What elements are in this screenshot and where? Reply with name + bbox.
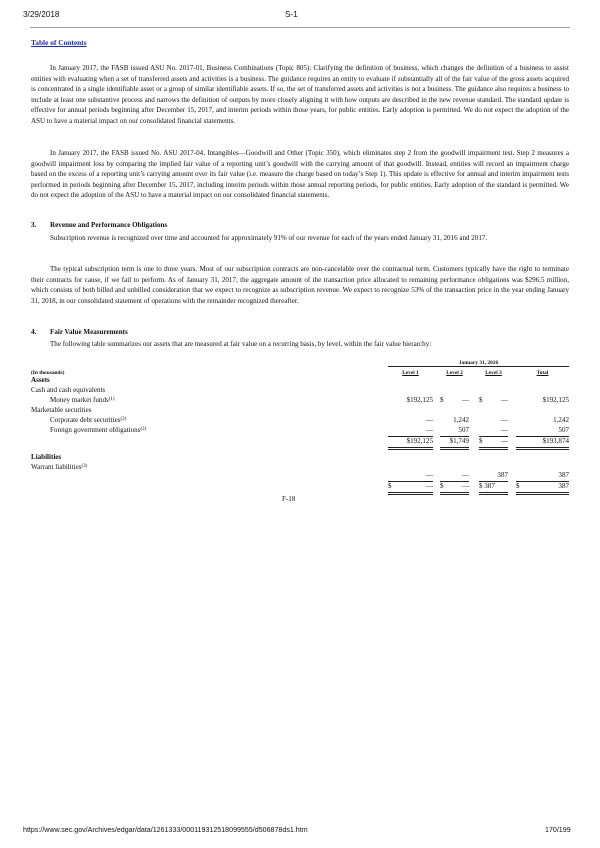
liabilities-heading: Liabilities [31,453,62,461]
row-label: Money market funds$^{(1)}$ [50,396,115,404]
section-title: Revenue and Performance Obligations [50,221,168,229]
cell-total: $192,125 [542,396,569,404]
section-number: 3. [31,221,37,229]
cell-level1: — [388,471,433,482]
cell-total: $193,874 [516,437,569,450]
table-row-liabilities-total [31,482,569,492]
cell-level3: $ — [479,437,508,450]
cell-level2: 507 [440,426,469,437]
table-row-foreign-gov [31,426,569,436]
liabilities-heading-row [31,453,569,463]
row-label: Corporate debt securities$^{(2)}$ [50,416,127,424]
table-row-money-market [31,396,569,406]
print-date: 3/29/2018 [23,10,60,19]
table-row-warrant-values [31,471,569,481]
cell-level3: 387 [479,471,508,482]
cell-level2: $ — [440,482,469,495]
document-title: S-1 [285,10,298,19]
cell-level2: — [440,471,469,482]
marketable-heading: Marketable securities [31,406,92,414]
cell-level3: $ — [479,396,508,404]
column-header-total: Total [536,370,549,376]
table-row-assets-total [31,437,569,447]
cell-total: $ 387 [516,482,569,495]
cell-total: 507 [516,426,569,437]
column-header-level1: Level 1 [402,370,419,376]
cell-level3: $ 387 [479,482,508,495]
cell-total: 387 [516,471,569,482]
page-number: F-18 [282,495,296,503]
cell-level3: — [479,426,508,437]
paragraph-asu-2017-01: In January 2017, the FASB issued ASU No. 2017-01, Business Combinations (Topic 805): Clarifying the definition of business, which changes the definition of a business to assist entities with evaluating when a set of transferred assets and activities is a business. The guidance requires an entity to evaluate if substantially all of the fair value of the gross assets acquired is concentrated in a single identifiable asset or a group of similar identifiable assets. If so, the set of transferred assets and activities is not a business. The guidance also requires a business to include at least one substantive process and narrows the definition of outputs by more closely aligning it with how outputs are described in the new revenue standard. The standard update is effective for annual periods beginning after December 15, 2017, and interim periods within those years, for public entities. Early adoption is permitted. We do not expect the adoption of the ASU to have a material impact on our consolidated financial statements. [31,64,569,125]
footer-page-count: 170/199 [545,826,571,834]
footer-url: https://www.sec.gov/Archives/edgar/data/1261333/000119312518099555/d506878ds1.htm [23,826,308,834]
cell-level1: $192,125 [388,437,433,450]
paragraph-subscription-revenue: Subscription revenue is recognized over time and accounted for approximately 91% of our revenue for each of the years ended January 31, 2016 and 2017. [50,234,488,242]
table-row-corporate-debt [31,416,569,426]
column-header-level2: Level 2 [446,370,463,376]
section-number: 4. [31,328,37,336]
cell-total: 1,242 [553,416,569,424]
section-heading-fair-value [31,328,128,336]
cell-level1: $192,125 [406,396,433,404]
table-of-contents-link[interactable]: Table of Contents [31,38,87,47]
units-label: (In thousands) [31,370,65,376]
period-header: January 31, 2016 [388,360,569,367]
cash-heading-row [31,386,569,396]
cell-level2: $1,749 [440,437,469,450]
cell-level1: $ — [388,482,433,495]
section-heading-revenue [31,221,167,229]
column-header-level3: Level 3 [485,370,502,376]
cell-level3: — [500,416,508,424]
paragraph-asu-2017-04: In January 2017, the FASB issued No. ASU 2017-04, Intangibles—Goodwill and Other (Topic 350), which eliminates step 2 from the goodwill impairment test. Step 2 measures a goodwill impairment loss by comparing the implied fair value of a reporting unit’s goodwill with the carrying amount of that goodwill. Instead, entities will record an impairment charge based on the excess of a reporting unit’s carrying amount over its fair value (i.e. measure the charge based on today’s Step 1). This update is effective for annual and interim impairment tests performed in periods beginning after December 15, 2017, including interim periods within those annual reporting periods, for public entities. Early adoption of the standard is permitted. We do not expect the adoption of the ASU to have a material impact on our consolidated financial statements. [31,149,569,200]
row-label: Foreign government obligations$^{(2)}$ [50,426,147,434]
header-divider [30,27,570,28]
cell-level2: $ — [440,396,469,404]
assets-heading: Assets [31,376,50,384]
cell-level1: — [425,416,433,424]
row-label: Warrant liabilities$^{(3)}$ [31,463,88,471]
paragraph-subscription-term: The typical subscription term is one to three years. Most of our subscription contracts are non-cancelable over the contractual term. Customers typically have the right to terminate their contracts for cause, if we fail to perform. As of January 31, 2017, the aggregate amount of the transaction price allocated to remaining performance obligations was $296.5 million, which consists of both billed and unbilled consideration that we expect to recognize as subscription revenue. We expect to recognize 53% of the transaction price in the year ending January 31, 2018, in our consolidated statement of operations with the remainder recognized thereafter. [31,265,569,305]
cell-level2: 1,242 [453,416,469,424]
assets-heading-row [31,376,569,386]
marketable-heading-row [31,406,569,416]
cash-heading: Cash and cash equivalents [31,386,106,394]
section-title: Fair Value Measurements [50,328,128,336]
fair-value-intro: The following table summarizes our assets that are measured at fair value on a recurring basis, by level, within the fair value hierarchy: [50,340,432,348]
cell-level1: — [388,426,433,437]
